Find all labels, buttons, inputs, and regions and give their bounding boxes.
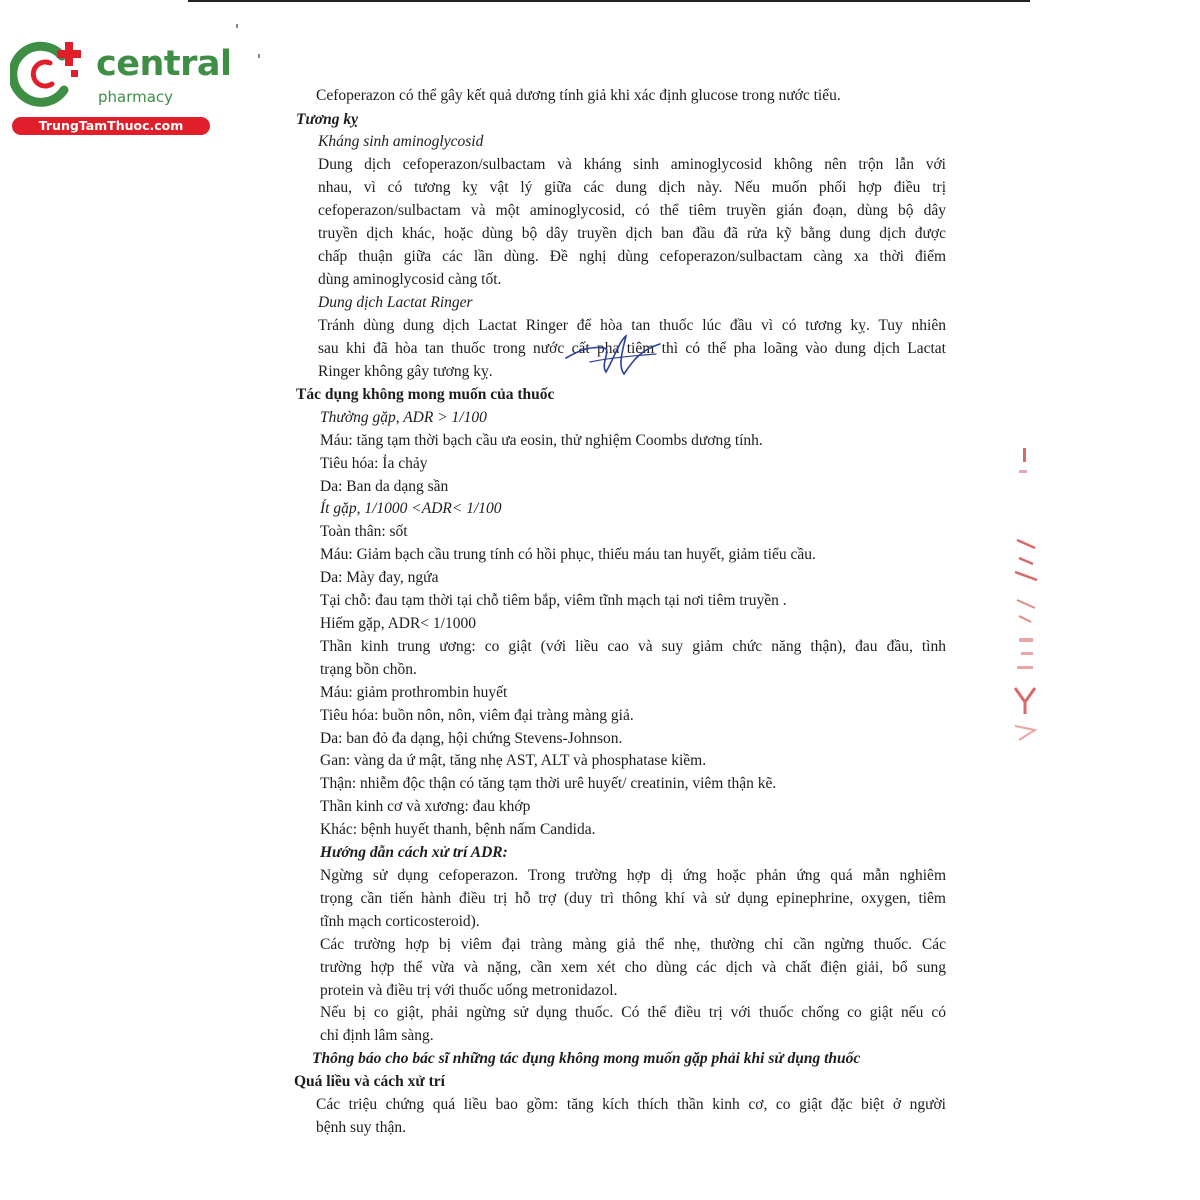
doc-line: Máu: giảm prothrombin huyết (320, 684, 508, 701)
doc-line: chỉ định lâm sàng. (320, 1027, 434, 1044)
section-heading: Tương kỵ (296, 111, 358, 128)
subsection-heading: Kháng sinh aminoglycosid (318, 133, 484, 150)
doc-line: Gan: vàng da ứ mật, tăng nhẹ AST, ALT và phosphatase kiềm. (320, 752, 707, 769)
subsection-heading: Ít gặp, 1/1000 <ADR< 1/100 (320, 500, 502, 517)
doc-line: Thần kinh trung ương: co giật (với liều cao và suy giảm chức năng thận), đau đầu, tình (320, 638, 946, 655)
doc-line: nhau, vì có tương kỵ vật lý giữa các dung dịch này. Nếu muốn phối hợp điều trị (318, 179, 946, 196)
doc-line: Cefoperazon có thể gây kết quả dương tính giả khi xác định glucose trong nước tiểu. (316, 87, 841, 104)
subsection-heading: Hiếm gặp, ADR< 1/1000 (320, 615, 476, 632)
doc-line: Dung dịch cefoperazon/sulbactam và kháng sinh aminoglycosid không nên trộn lẫn với (318, 156, 946, 173)
section-heading: Tác dụng không mong muốn của thuốc (296, 386, 555, 403)
signature-scribble (560, 328, 670, 380)
doc-line: Các triệu chứng quá liều bao gồm: tăng kích thích thần kinh cơ, co giật đặc biệt ở người (316, 1096, 946, 1113)
doc-line: Máu: Giảm bạch cầu trung tính có hồi phục, thiếu máu tan huyết, giảm tiểu cầu. (320, 546, 816, 563)
doc-line: Thận: nhiễm độc thận có tăng tạm thời urê huyết/ creatinin, viêm thận kẽ. (320, 775, 777, 792)
scan-speck (236, 24, 238, 28)
doc-line: chấp thuận giữa các lần dùng. Đề nghị dùng cefoperazon/sulbactam càng xa thời điểm (318, 248, 946, 265)
doc-line: sau khi đã hòa tan thuốc trong nước cất pha tiêm thì có thể pha loãng vào dung dịch Lactat (318, 340, 946, 357)
partial-red-stamp (1005, 440, 1045, 750)
doc-line: Ngừng sử dụng cefoperazon. Trong trường hợp dị ứng hoặc phản ứng quá mẫn nghiêm (320, 867, 946, 884)
doc-line: cefoperazon/sulbactam và một aminoglycosid, có thể tiêm truyền gián đoạn, dùng bộ dây (318, 202, 946, 219)
doc-line: Ringer không gây tương kỵ. (318, 363, 493, 380)
doc-line: trường hợp thể vừa và nặng, cần xem xét cho dùng các dịch và chất điện giải, bổ sung (320, 959, 946, 976)
doc-line: Tiêu hóa: Ỉa chảy (320, 455, 428, 472)
section-heading: Quá liều và cách xử trí (294, 1073, 445, 1090)
doc-line: Da: ban đỏ đa dạng, hội chứng Stevens-Johnson. (320, 730, 623, 747)
subsection-heading: Dung dịch Lactat Ringer (318, 294, 473, 311)
doc-line: Da: Ban da dạng sần (320, 478, 449, 495)
doc-line: Tiêu hóa: buồn nôn, nôn, viêm đại tràng màng giả. (320, 707, 634, 724)
doc-line: bệnh suy thận. (316, 1119, 406, 1136)
doc-line: Tại chỗ: đau tạm thời tại chỗ tiêm bắp, viêm tĩnh mạch tại nơi tiêm truyền . (320, 592, 787, 609)
doc-line: Máu: tăng tạm thời bạch cầu ưa eosin, thử nghiệm Coombs dương tính. (320, 432, 763, 449)
central-pharmacy-logo (10, 38, 232, 138)
doc-line: protein và điều trị với thuốc uống metronidazol. (320, 982, 618, 999)
doc-line: Thần kinh cơ và xương: đau khớp (320, 798, 531, 815)
doc-line: Toàn thân: sốt (320, 523, 408, 540)
doc-line: trạng bồn chồn. (320, 661, 417, 678)
pharmacy-cross-logo-icon (10, 38, 90, 108)
doc-line: dùng aminoglycosid càng tốt. (318, 271, 502, 288)
scan-speck (258, 54, 260, 58)
doc-line: Tránh dùng dung dịch Lactat Ringer để hòa tan thuốc lúc đầu vì có tương kỵ. Tuy nhiên (318, 317, 946, 334)
doc-line: truyền dịch khác, hoặc dùng bộ dây truyền dịch ban đầu đã rửa kỹ bằng dung dịch được (318, 225, 946, 242)
doc-line: Khác: bệnh huyết thanh, bệnh nấm Candida. (320, 821, 596, 838)
logo-brand-subtitle: pharmacy (98, 88, 174, 106)
subsection-heading: Thường gặp, ADR > 1/100 (320, 409, 487, 426)
doc-line: Nếu bị co giật, phải ngừng sử dụng thuốc. Có thể điều trị với thuốc chống co giật nếu có (320, 1004, 946, 1021)
doc-line: Các trường hợp bị viêm đại tràng màng giả thể nhẹ, thường chỉ cần ngừng thuốc. Các (320, 936, 946, 953)
doc-line: Da: Mày đay, ngứa (320, 569, 439, 586)
logo-website-banner: TrungTamThuoc.com (12, 117, 210, 135)
logo-brand-name: central (96, 44, 232, 84)
doc-line: tĩnh mạch corticosteroid). (320, 913, 480, 930)
subsection-heading: Hướng dẫn cách xử trí ADR: (320, 844, 508, 861)
doc-line: trọng cần tiến hành điều trị hỗ trợ (duy trì thông khí và sử dụng epinephrine, oxygen, tiêm (320, 890, 946, 907)
notice-line: Thông báo cho bác sĩ những tác dụng không mong muốn gặp phải khi sử dụng thuốc (312, 1050, 861, 1067)
top-border-line (188, 0, 1030, 2)
